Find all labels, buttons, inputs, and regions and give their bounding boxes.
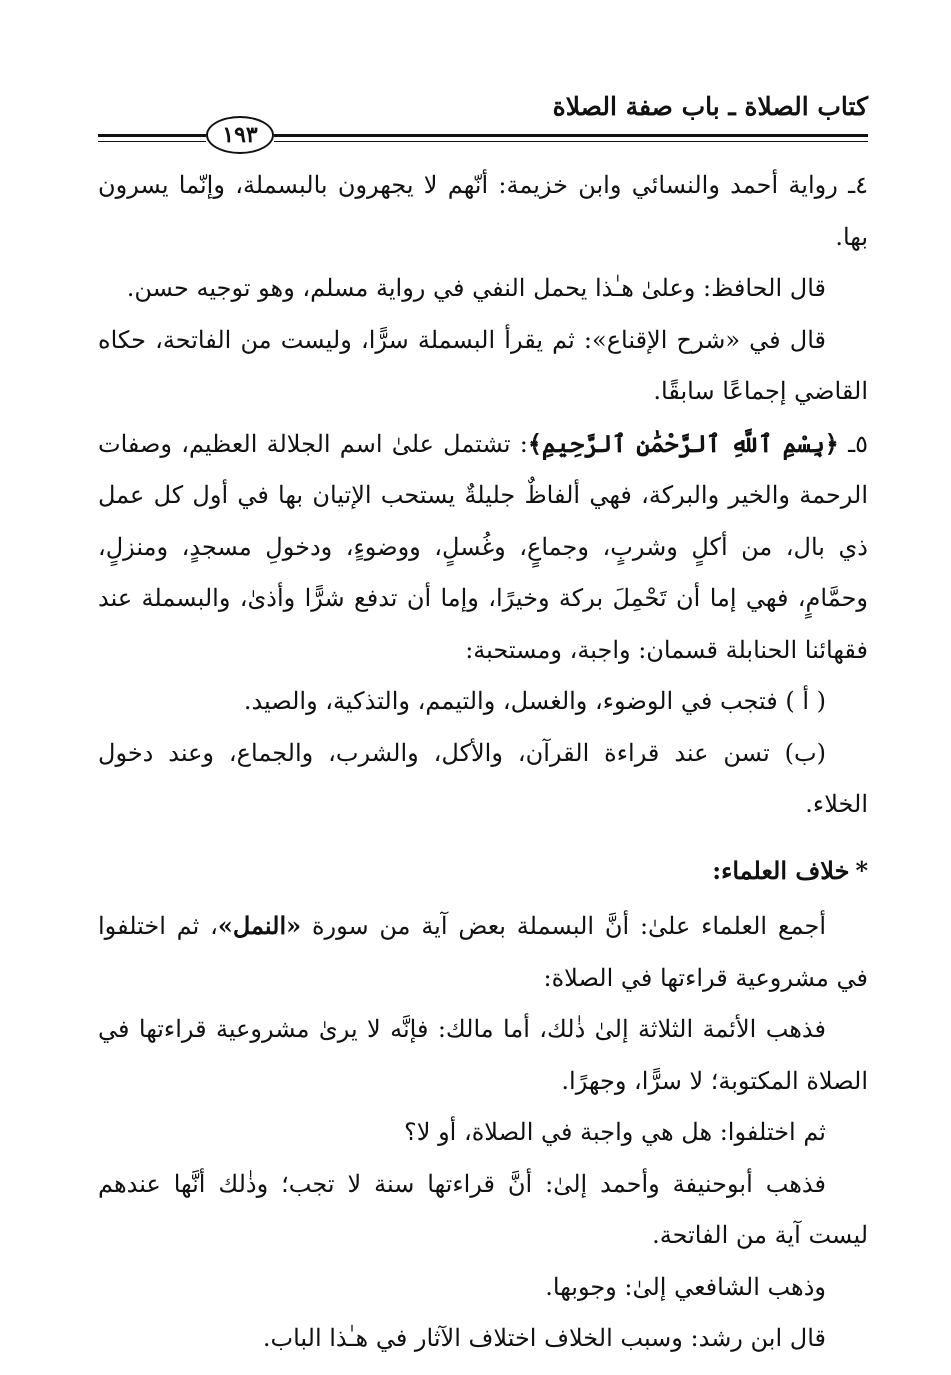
rule-line-right-thick <box>274 134 868 137</box>
paragraph-iqna: قال في «شرح الإقناع»: ثم يقرأ البسملة سرًّا، وليست من الفاتحة، حكاه القاضي إجماعًا سابقًا. <box>98 325 868 405</box>
consensus-text-a: أجمع العلماء علىٰ: أنَّ البسملة بعض آية من سورة <box>311 912 826 940</box>
paragraph-shafii: وذهب الشافعي إلىٰ: وجوبها. <box>545 1272 826 1301</box>
paragraph-question: ثم اختلفوا: هل هي واجبة في الصلاة، أو لا؟ <box>404 1118 826 1146</box>
page-number: ١٩٣ <box>206 116 274 154</box>
paragraph-abu-hanifa: فذهب أبوحنيفة وأحمد إلىٰ: أنَّ قراءتها سنة لا تجب؛ وذٰلك أنَّها عندهم ليست آية من الفاتحة. <box>98 1169 868 1249</box>
paragraph-item-4: ٤ـ رواية أحمد والنسائي وابن خزيمة: أنّهم لا يجهرون بالبسملة، وإنّما يسرون بها. <box>98 171 868 251</box>
quran-basmala: ﴿بِسْمِ ٱللَّهِ ٱلرَّحْمَٰنِ ٱلرَّحِيمِ﴾ <box>527 428 839 458</box>
paragraph-consensus <box>98 900 868 1004</box>
paragraph-recommended: (ب) تسن عند قراءة القرآن، والأكل، والشرب، والجماع، وعند دخول الخلاء. <box>98 738 868 818</box>
page-header <box>98 88 868 160</box>
item-number: ٥ـ <box>848 429 868 458</box>
section-heading <box>98 845 868 897</box>
body-text <box>98 160 868 1365</box>
rule-line-right-thin <box>274 141 868 142</box>
rule-line-left-thin <box>98 141 206 142</box>
paragraph-ibn-rushd: قال ابن رشد: وسبب الخلاف اختلاف الآثار في هـٰذا الباب. <box>262 1324 826 1352</box>
paragraph-three-imams: فذهب الأئمة الثلاثة إلىٰ ذٰلك، أما مالك: فإنَّه لا يرىٰ مشروعية قراءتها في الصلاة المكتوبة؛ لا سرًّا، وجهرًا. <box>98 1015 868 1095</box>
rule-line-left-thick <box>98 134 206 137</box>
surah-name: «النمل» <box>217 911 302 940</box>
document-page <box>98 88 868 1365</box>
paragraph-item-5 <box>98 418 868 677</box>
paragraph-item-5-text: : تشتمل علىٰ اسم الجلالة العظيم، وصفات الرحمة والخير والبركة، فهي ألفاظٌ جليلةٌ يستحب الإتيان بها في أول كل عمل ذي بال، من أكلٍ وشربٍ، وجماعٍ، وغُسلٍ، ووضوءٍ، ودخولِ مسجدٍ، ومنزلٍ، وحمَّامٍ، فهي إما أن تَحْمِلَ بركة وخيرًا، وإما أن تدفع شرًّا وأذىٰ، والبسملة عند فقهائنا الحنابلة قسمان: واجبة، ومستحبة: <box>98 429 868 664</box>
paragraph-hafiz: قال الحافظ: وعلىٰ هـٰذا يحمل النفي في رواية مسلم، وهو توجيه حسن. <box>126 274 826 302</box>
star-bullet: * <box>855 855 868 885</box>
consensus-text-b: ، ثم اختلفوا في مشروعية قراءتها في الصلاة: <box>98 912 868 992</box>
section-heading-text: خلاف العلماء: <box>712 855 850 885</box>
paragraph-obligatory: ( أ ) فتجب في الوضوء، والغسل، والتيمم، والتذكية، والصيد. <box>243 687 826 715</box>
running-title: كتاب الصلاة ـ باب صفة الصلاة <box>552 92 868 121</box>
